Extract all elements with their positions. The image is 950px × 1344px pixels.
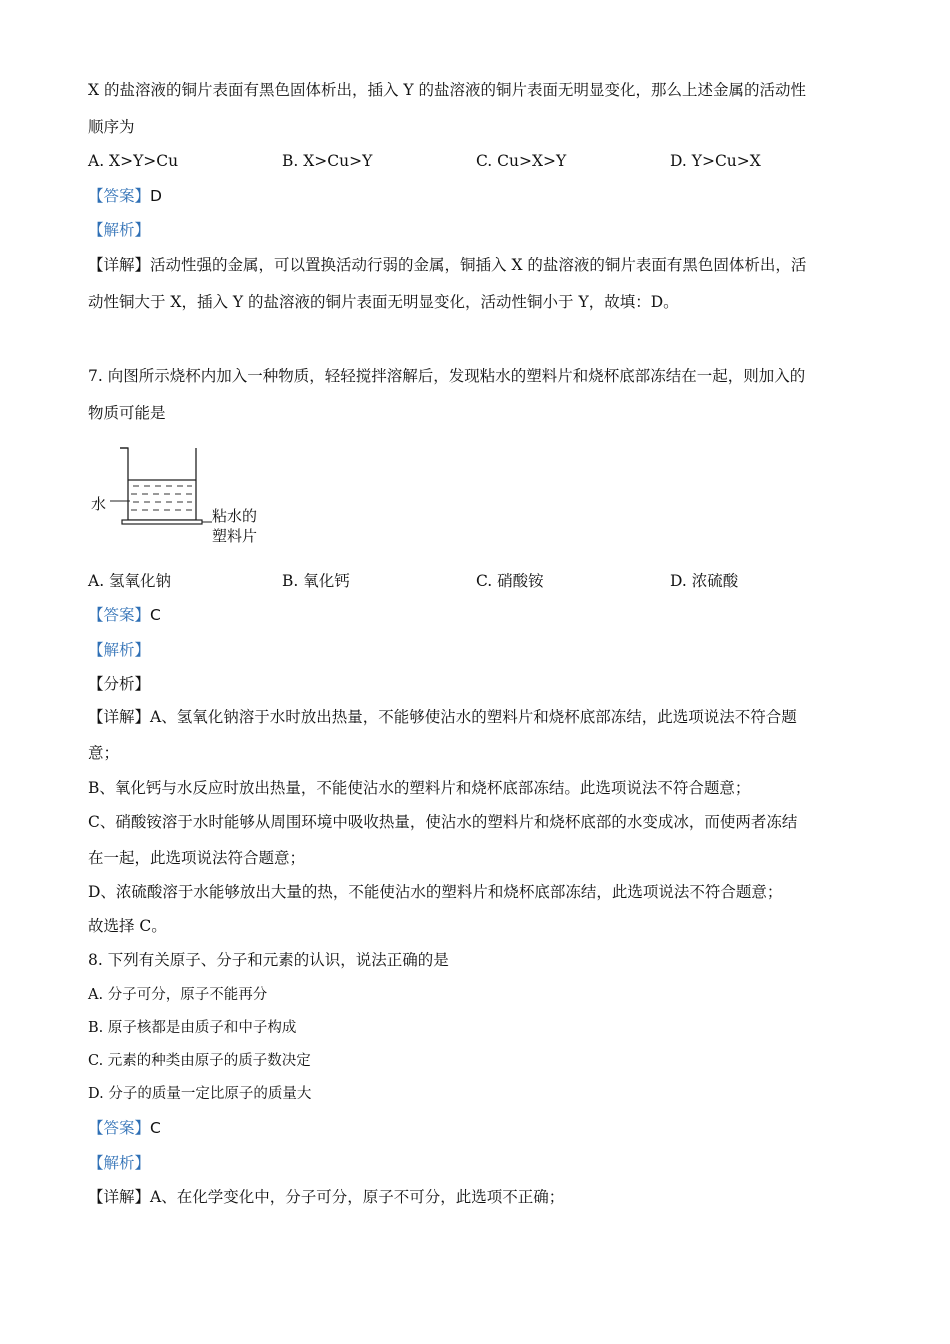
- beaker-figure: [88, 440, 288, 559]
- q6-option-d: D. Y>Cu>X: [670, 152, 761, 170]
- q6-option-a: A. X>Y>Cu: [88, 152, 179, 170]
- q7-detail-a-line2: 意；: [88, 744, 120, 762]
- answer-value: C: [150, 606, 161, 624]
- detail-tag: 【详解】: [88, 256, 151, 274]
- q7-option-d: D. 浓硫酸: [670, 572, 739, 590]
- q7-option-b: B. 氧化钙: [282, 572, 350, 590]
- beaker-diagram: [88, 440, 288, 555]
- q8-analysis-tag: 【解析】: [88, 1154, 151, 1172]
- q7-detail-b: B、氧化钙与水反应时放出热量，不能使沾水的塑料片和烧杯底部冻结。此选项说法不符合题意；: [88, 779, 751, 797]
- q6-stem-line2: 顺序为: [88, 118, 135, 136]
- q8-detail-a: [88, 1187, 564, 1207]
- q6-detail-line1: [88, 255, 806, 275]
- q7-detail-c-line1: C、硝酸铵溶于水时能够从周围环境中吸收热量，使沾水的塑料片和烧杯底部的水变成冰，而使两者冻结: [88, 813, 798, 831]
- q7-conclusion: 故选择 C。: [88, 917, 167, 935]
- answer-tag: 【答案】: [88, 1119, 151, 1137]
- answer-value: D: [150, 187, 162, 205]
- q8-answer: [88, 1118, 161, 1138]
- detail-text: A、氢氧化钠溶于水时放出热量，不能够使沾水的塑料片和烧杯底部冻结，此选项说法不符合题: [150, 708, 797, 726]
- q8-option-b: B. 原子核都是由质子和中子构成: [88, 1020, 297, 1036]
- q7-detail-c-line2: 在一起，此选项说法符合题意；: [88, 849, 306, 867]
- detail-tag: 【详解】: [88, 708, 151, 726]
- answer-tag: 【答案】: [88, 606, 151, 624]
- q8-option-d: D. 分子的质量一定比原子的质量大: [88, 1086, 312, 1102]
- q7-answer: [88, 605, 161, 625]
- water-fill: [131, 486, 192, 510]
- answer-value: C: [150, 1119, 161, 1137]
- q8-option-c: C. 元素的种类由原子的质子数决定: [88, 1053, 311, 1069]
- detail-text: A、在化学变化中，分子可分，原子不可分，此选项不正确；: [150, 1188, 565, 1206]
- label-plastic-line1: 粘水的: [212, 507, 258, 525]
- answer-tag: 【答案】: [88, 187, 151, 205]
- q7-option-c: C. 硝酸铵: [476, 572, 544, 590]
- detail-text: 活动性强的金属，可以置换活动行弱的金属，铜插入 X 的盐溶液的铜片表面有黑色固体析出，活: [150, 256, 807, 274]
- label-plastic-line2: 塑料片: [212, 527, 258, 545]
- q8-option-a: A. 分子可分，原子不能再分: [88, 987, 268, 1003]
- q7-stem-line1: 7. 向图所示烧杯内加入一种物质，轻轻搅拌溶解后，发现粘水的塑料片和烧杯底部冻结在一起，则加入的: [88, 367, 806, 385]
- q6-detail-line2: 动性铜大于 X，插入 Y 的盐溶液的铜片表面无明显变化，活动性铜小于 Y，故填：D。: [88, 293, 679, 311]
- q7-detail-a-line1: [88, 707, 797, 727]
- label-plastic: [212, 506, 257, 546]
- beaker-outline: [120, 448, 196, 520]
- plastic-sheet: [122, 520, 202, 524]
- q7-analysis-tag: 【解析】: [88, 641, 151, 659]
- q6-answer: [88, 186, 162, 206]
- detail-tag: 【详解】: [88, 1188, 151, 1206]
- q6-stem-line1: X 的盐溶液的铜片表面有黑色固体析出，插入 Y 的盐溶液的铜片表面无明显变化，那么上述金属的活动性: [88, 81, 807, 99]
- q8-stem: 8. 下列有关原子、分子和元素的认识，说法正确的是: [88, 951, 449, 969]
- q6-analysis-tag: 【解析】: [88, 221, 151, 239]
- q6-option-c: C. Cu>X>Y: [476, 152, 567, 170]
- label-water: 水: [91, 495, 107, 513]
- q6-option-b: B. X>Cu>Y: [282, 152, 373, 170]
- q7-fenxi-tag: 【分析】: [88, 675, 151, 693]
- q7-detail-d: D、浓硫酸溶于水能够放出大量的热，不能使沾水的塑料片和烧杯底部冻结，此选项说法不符合题意；: [88, 883, 783, 901]
- q7-stem-line2: 物质可能是: [88, 404, 166, 422]
- q7-option-a: A. 氢氧化钠: [88, 572, 172, 590]
